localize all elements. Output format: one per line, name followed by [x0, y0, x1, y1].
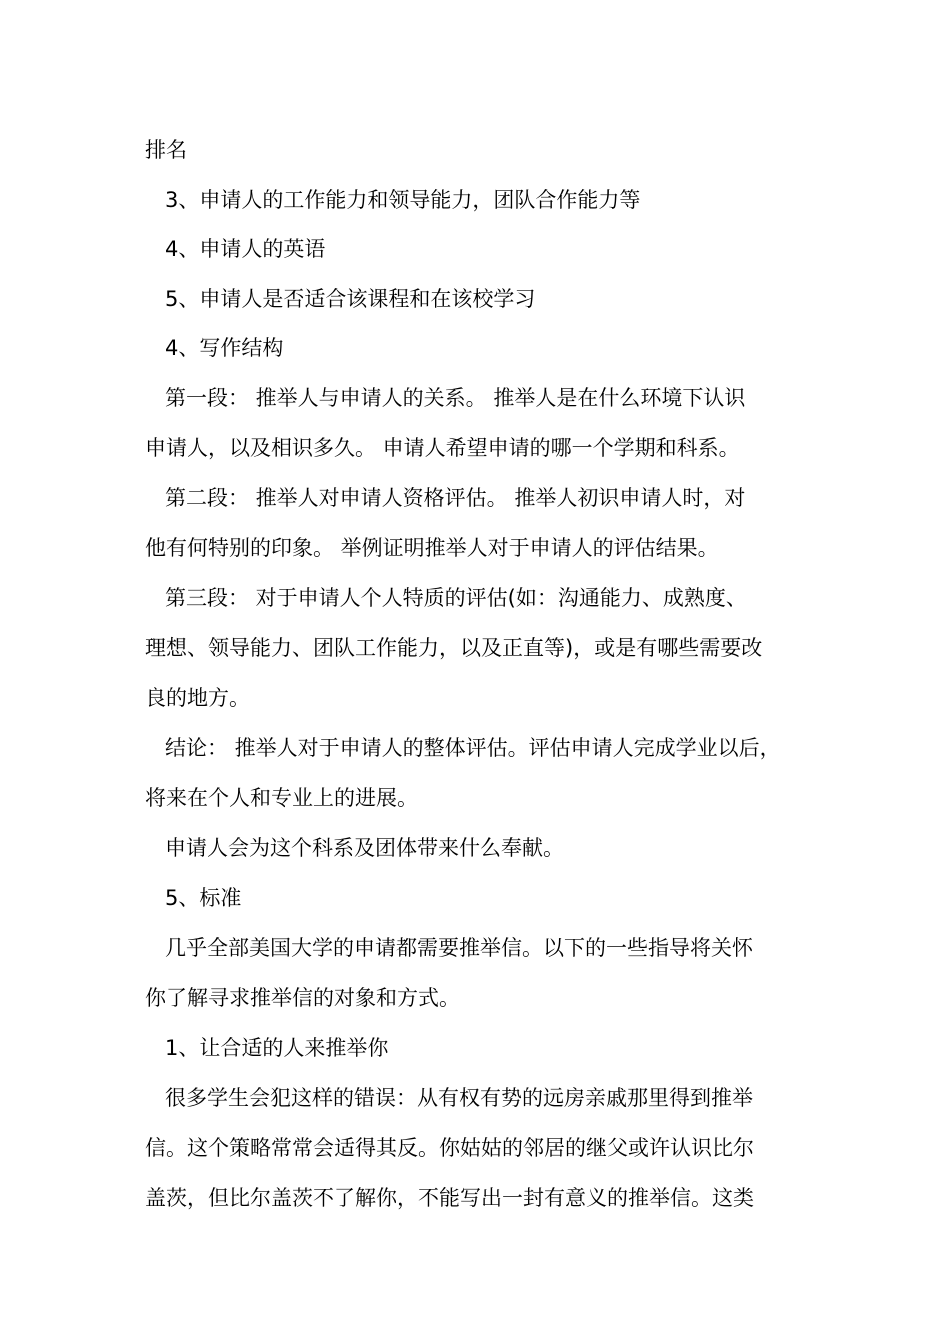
paragraph-mistake-line-3: 盖茨，但比尔盖茨不了解你，不能写出一封有意义的推举信。这类	[145, 1186, 754, 1210]
paragraph-mistake-line-1: 很多学生会犯这样的错误：从有权有势的远房亲戚那里得到推举	[165, 1086, 753, 1110]
section-heading-writing-structure: 4、写作结构	[165, 336, 284, 360]
section-heading-standards: 5、标准	[165, 886, 242, 910]
paragraph-conclusion-line-2: 将来在个人和专业上的进展。	[145, 786, 418, 810]
list-item-work-ability: 3、申请人的工作能力和领导能力，团队合作能力等	[165, 188, 641, 212]
paragraph-conclusion-line-1: 结论： 推举人对于申请人的整体评估。评估申请人完成学业以后，	[165, 736, 781, 760]
paragraph-mistake-line-2: 信。这个策略常常会适得其反。你姑姑的邻居的继父或许认识比尔	[145, 1136, 754, 1160]
paragraph-third-line-1: 第三段： 对于申请人个人特质的评估(如：沟通能力、成熟度、	[165, 586, 747, 610]
list-item-english: 4、申请人的英语	[165, 237, 326, 261]
paragraph-third-line-2: 理想、领导能力、团队工作能力，以及正直等)，或是有哪些需要改	[145, 636, 763, 660]
paragraph-first-line-1: 第一段： 推举人与申请人的关系。 推举人是在什么环境下认识	[165, 386, 746, 410]
paragraph-first-line-2: 申请人，以及相识多久。 申请人希望申请的哪一个学期和科系。	[145, 436, 740, 460]
paragraph-standards-line-2: 你了解寻求推举信的对象和方式。	[145, 986, 460, 1010]
paragraph-third-line-3: 良的地方。	[145, 686, 250, 710]
paragraph-contribution: 申请人会为这个科系及团体带来什么奉献。	[165, 836, 564, 860]
list-item-course-fit: 5、申请人是否适合该课程和在该校学习	[165, 287, 536, 311]
subheading-right-recommender: 1、让合适的人来推举你	[165, 1036, 389, 1060]
paragraph-second-line-1: 第二段： 推举人对申请人资格评估。 推举人初识申请人时，对	[165, 486, 746, 510]
text-line-ranking: 排名	[145, 138, 187, 162]
paragraph-standards-line-1: 几乎全部美国大学的申请都需要推举信。以下的一些指导将关怀	[165, 936, 753, 960]
paragraph-second-line-2: 他有何特别的印象。 举例证明推举人对于申请人的评估结果。	[145, 536, 719, 560]
